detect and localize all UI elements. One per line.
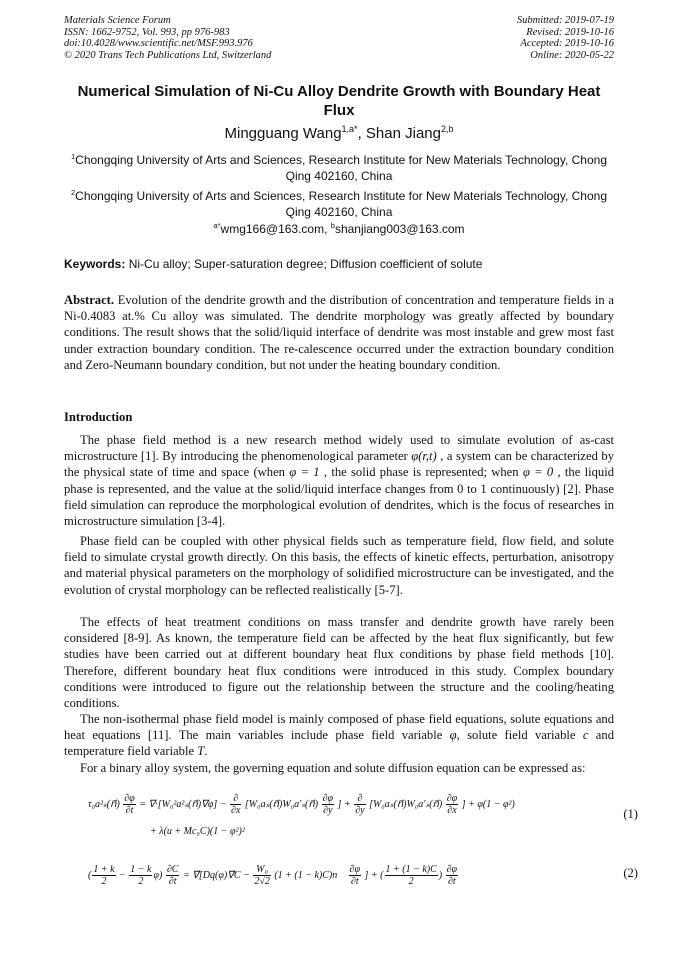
author-separator: ,: [357, 125, 366, 142]
math-inline: φ(r,t): [411, 449, 437, 464]
email-address: wmg166@163.com: [220, 222, 325, 236]
keywords-line: [64, 257, 614, 271]
eq-term: φ): [153, 869, 163, 881]
intro-paragraph-2: Phase field can be coupled with other physical fields such as temperature field, flow field, and solute field to simulate crystal growth directly. On this basis, the effects of kinetic effects, perturbation, anisotropy and material physical parameters on the morphology of solidified microstructure can be investigated, and the evolution of crystal morphology can be reflected realistically [5-7].: [64, 534, 614, 597]
intro-paragraph-5: For a binary alloy system, the governing equation and solute diffusion equation can be expressed as:: [80, 761, 586, 775]
eq-fraction: [123, 793, 135, 816]
affiliation-text: Chongqing University of Arts and Sciences, Research Institute for New Materials Technology, Chong Qing 402160, China: [75, 189, 607, 219]
journal-header-left: [64, 15, 271, 61]
affiliation-superscript: 1: [71, 152, 76, 161]
author-name: Shan Jiang: [365, 125, 441, 142]
eq-denominator: ∂y: [355, 805, 365, 816]
eq-fraction: [230, 793, 241, 816]
eq-numerator: ∂φ: [349, 864, 361, 875]
author-name: Mingguang Wang: [224, 125, 342, 142]
date-online: Online: 2020-05-22: [530, 49, 614, 61]
eq-fraction: [166, 864, 180, 887]
eq-numerator: 1 − k: [130, 864, 152, 875]
eq-fraction: [385, 864, 438, 887]
author-superscript: 2,b: [440, 124, 454, 134]
eq-term: −: [119, 869, 126, 881]
eq-term: [W₀aₛ(n⃗)W₀a′ₛ(n⃗): [244, 798, 319, 810]
affiliation-text: Chongqing University of Arts and Sciences, Research Institute for New Materials Technology, Chong Qing 402160, China: [75, 153, 607, 183]
author-emails: [64, 221, 614, 236]
eq-term: = ∇·[W₀²a²ₛ(n⃗)∇φ] −: [139, 798, 227, 810]
eq-fraction: [446, 793, 458, 816]
eq-denominator: ∂t: [447, 876, 456, 887]
eq-denominator: 2: [408, 876, 414, 887]
equation-2: [64, 864, 638, 887]
eq-numerator: ∂C: [166, 864, 179, 875]
eq-numerator: ∂φ: [322, 793, 334, 804]
eq-term: ] + φ(1 − φ²): [461, 798, 515, 810]
intro-paragraph-1: [64, 432, 614, 529]
math-inline: φ = 0: [522, 465, 554, 480]
math-inline: φ: [449, 728, 457, 743]
email-superscript: a*: [213, 221, 221, 230]
author-superscript: 1,a*: [341, 124, 358, 134]
text-run: and temperature field variable: [64, 728, 614, 759]
eq-numerator: 1 + k: [93, 864, 115, 875]
journal-doi: doi:10.4028/www.scientific.net/MSF.993.976: [64, 38, 253, 49]
intro-paragraph-3: The effects of heat treatment conditions on mass transfer and dendrite growth have rarely been considered [8-9]. As known, the temperature field can be affected by the heat flux significantly, but few studies have been carried out at different boundary heat flux conditions by phase field methods [10]. Therefore, different boundary heat flux conditions were introduced in this study. Complex boundary conditions were introduced to figure out the relationship between the structure and the cooling/heating conditions.: [64, 615, 614, 711]
keywords-label: Keywords:: [64, 257, 126, 271]
eq-term: ] + (: [364, 869, 384, 881]
date-accepted: Accepted: 2019-10-16: [520, 38, 614, 49]
eq-fraction: [354, 793, 365, 816]
journal-copyright: © 2020 Trans Tech Publications Ltd, Switzerland: [64, 49, 272, 61]
email-superscript: b: [330, 221, 335, 230]
equation-number: (2): [623, 866, 638, 880]
math-inline: φ = 1: [289, 465, 320, 480]
eq-numerator: ∂φ: [446, 864, 458, 875]
eq-term: + λ(u + Mc₀C)(1 − φ²)²: [150, 826, 245, 837]
eq-denominator: ∂t: [168, 876, 177, 887]
eq-term: (1 + (1 − k)C)n⃗: [274, 869, 346, 881]
eq-denominator: 2: [138, 876, 144, 887]
author-line: [64, 124, 614, 142]
eq-numerator: ∂φ: [124, 793, 135, 804]
eq-fraction: [253, 864, 271, 887]
eq-fraction: [322, 793, 334, 816]
eq-fraction: [446, 864, 458, 887]
eq-term: ): [438, 869, 443, 881]
eq-term: = ∇⃗[Dq(φ)∇⃗C −: [182, 869, 250, 881]
eq-numerator: ∂φ: [446, 793, 458, 804]
equation-1-line-2: [64, 826, 678, 837]
eq-denominator: ∂y: [323, 805, 333, 816]
date-revised: Revised: 2019-10-16: [526, 26, 614, 38]
abstract-text: Evolution of the dendrite growth and the distribution of concentration and temperature fields in a Ni-0.4083 at.% Cu alloy was simulated. The dendrite morphology was greatly affected by boundary conditions. The result shows that the solid/liquid interface of dendrite was most instable and grew most fast under extraction boundary condition. The re-calescence occurred under the extraction boundary condition and Zero-Neumann boundary condition, but not under the heating boundary condition.: [64, 293, 614, 372]
eq-numerator: 1 + (1 − k)C: [385, 864, 437, 875]
keywords-text: Ni-Cu alloy; Super-saturation degree; Diffusion coefficient of solute: [125, 257, 483, 271]
eq-fraction: [92, 864, 115, 887]
eq-denominator: ∂t: [125, 805, 134, 816]
text-run: , a system can be characterized by the physical state of time and space (when: [64, 449, 614, 480]
eq-denominator: 2: [101, 876, 107, 887]
equation-number: (1): [623, 807, 638, 821]
eq-numerator: ∂: [354, 793, 365, 805]
eq-denominator: ∂x: [447, 805, 457, 816]
affiliation-2: [64, 185, 614, 220]
affiliation-1: [64, 149, 614, 184]
section-heading-introduction: Introduction: [64, 410, 133, 424]
eq-fraction: [129, 864, 152, 887]
eq-denominator: 2√2: [254, 876, 270, 887]
abstract-label: Abstract.: [64, 293, 115, 307]
text-run: , solute field variable: [456, 728, 583, 743]
journal-name: Materials Science Forum: [64, 15, 171, 26]
eq-numerator: ∂: [230, 793, 241, 805]
eq-term: [W₀aₛ(n⃗)W₀a′ₛ(n⃗): [369, 798, 443, 810]
paper-title: Numerical Simulation of Ni-Cu Alloy Dendrite Growth with Boundary Heat Flux: [77, 83, 601, 119]
journal-header-right: [517, 15, 614, 61]
eq-term: ] +: [337, 798, 351, 810]
eq-denominator: ∂x: [231, 805, 241, 816]
eq-term: (: [88, 869, 92, 881]
math-inline: c: [582, 728, 589, 743]
eq-numerator: W₀: [253, 864, 271, 876]
equation-1: [64, 793, 638, 821]
text-run: , the liquid phase is represented, and the value at the solid/liquid interface changes from 0 to 1 continuously) [2]. Phase field simulation can reproduce the morphological evolution of dendrites, which is the focus of researches in microstructure simulation [3-4].: [64, 465, 614, 529]
email-address: shanjiang003@163.com: [334, 222, 465, 236]
intro-paragraph-4: [64, 711, 614, 760]
eq-term: τ₀a²ₛ(n⃗): [88, 798, 120, 810]
journal-issn: ISSN: 1662-9752, Vol. 993, pp 976-983: [64, 26, 230, 38]
abstract-paragraph: [64, 292, 614, 373]
affiliation-superscript: 2: [71, 188, 76, 197]
eq-denominator: ∂t: [350, 876, 359, 887]
eq-fraction: [349, 864, 361, 887]
date-submitted: Submitted: 2019-07-19: [516, 15, 614, 26]
text-run: .: [204, 744, 208, 759]
text-run: The non-isothermal phase field model is mainly composed of phase field equations, solute equations and heat equations [11]. The main variables include phase field variable: [64, 712, 614, 743]
text-run: The phase field method is a new research method widely used to simulate evolution of as-cast microstructure [1]. By introducing the phenomenological parameter: [64, 433, 614, 464]
math-inline: T: [197, 744, 205, 759]
text-run: , the solid phase is represented; when: [319, 465, 523, 480]
email-separator: ,: [324, 222, 331, 236]
